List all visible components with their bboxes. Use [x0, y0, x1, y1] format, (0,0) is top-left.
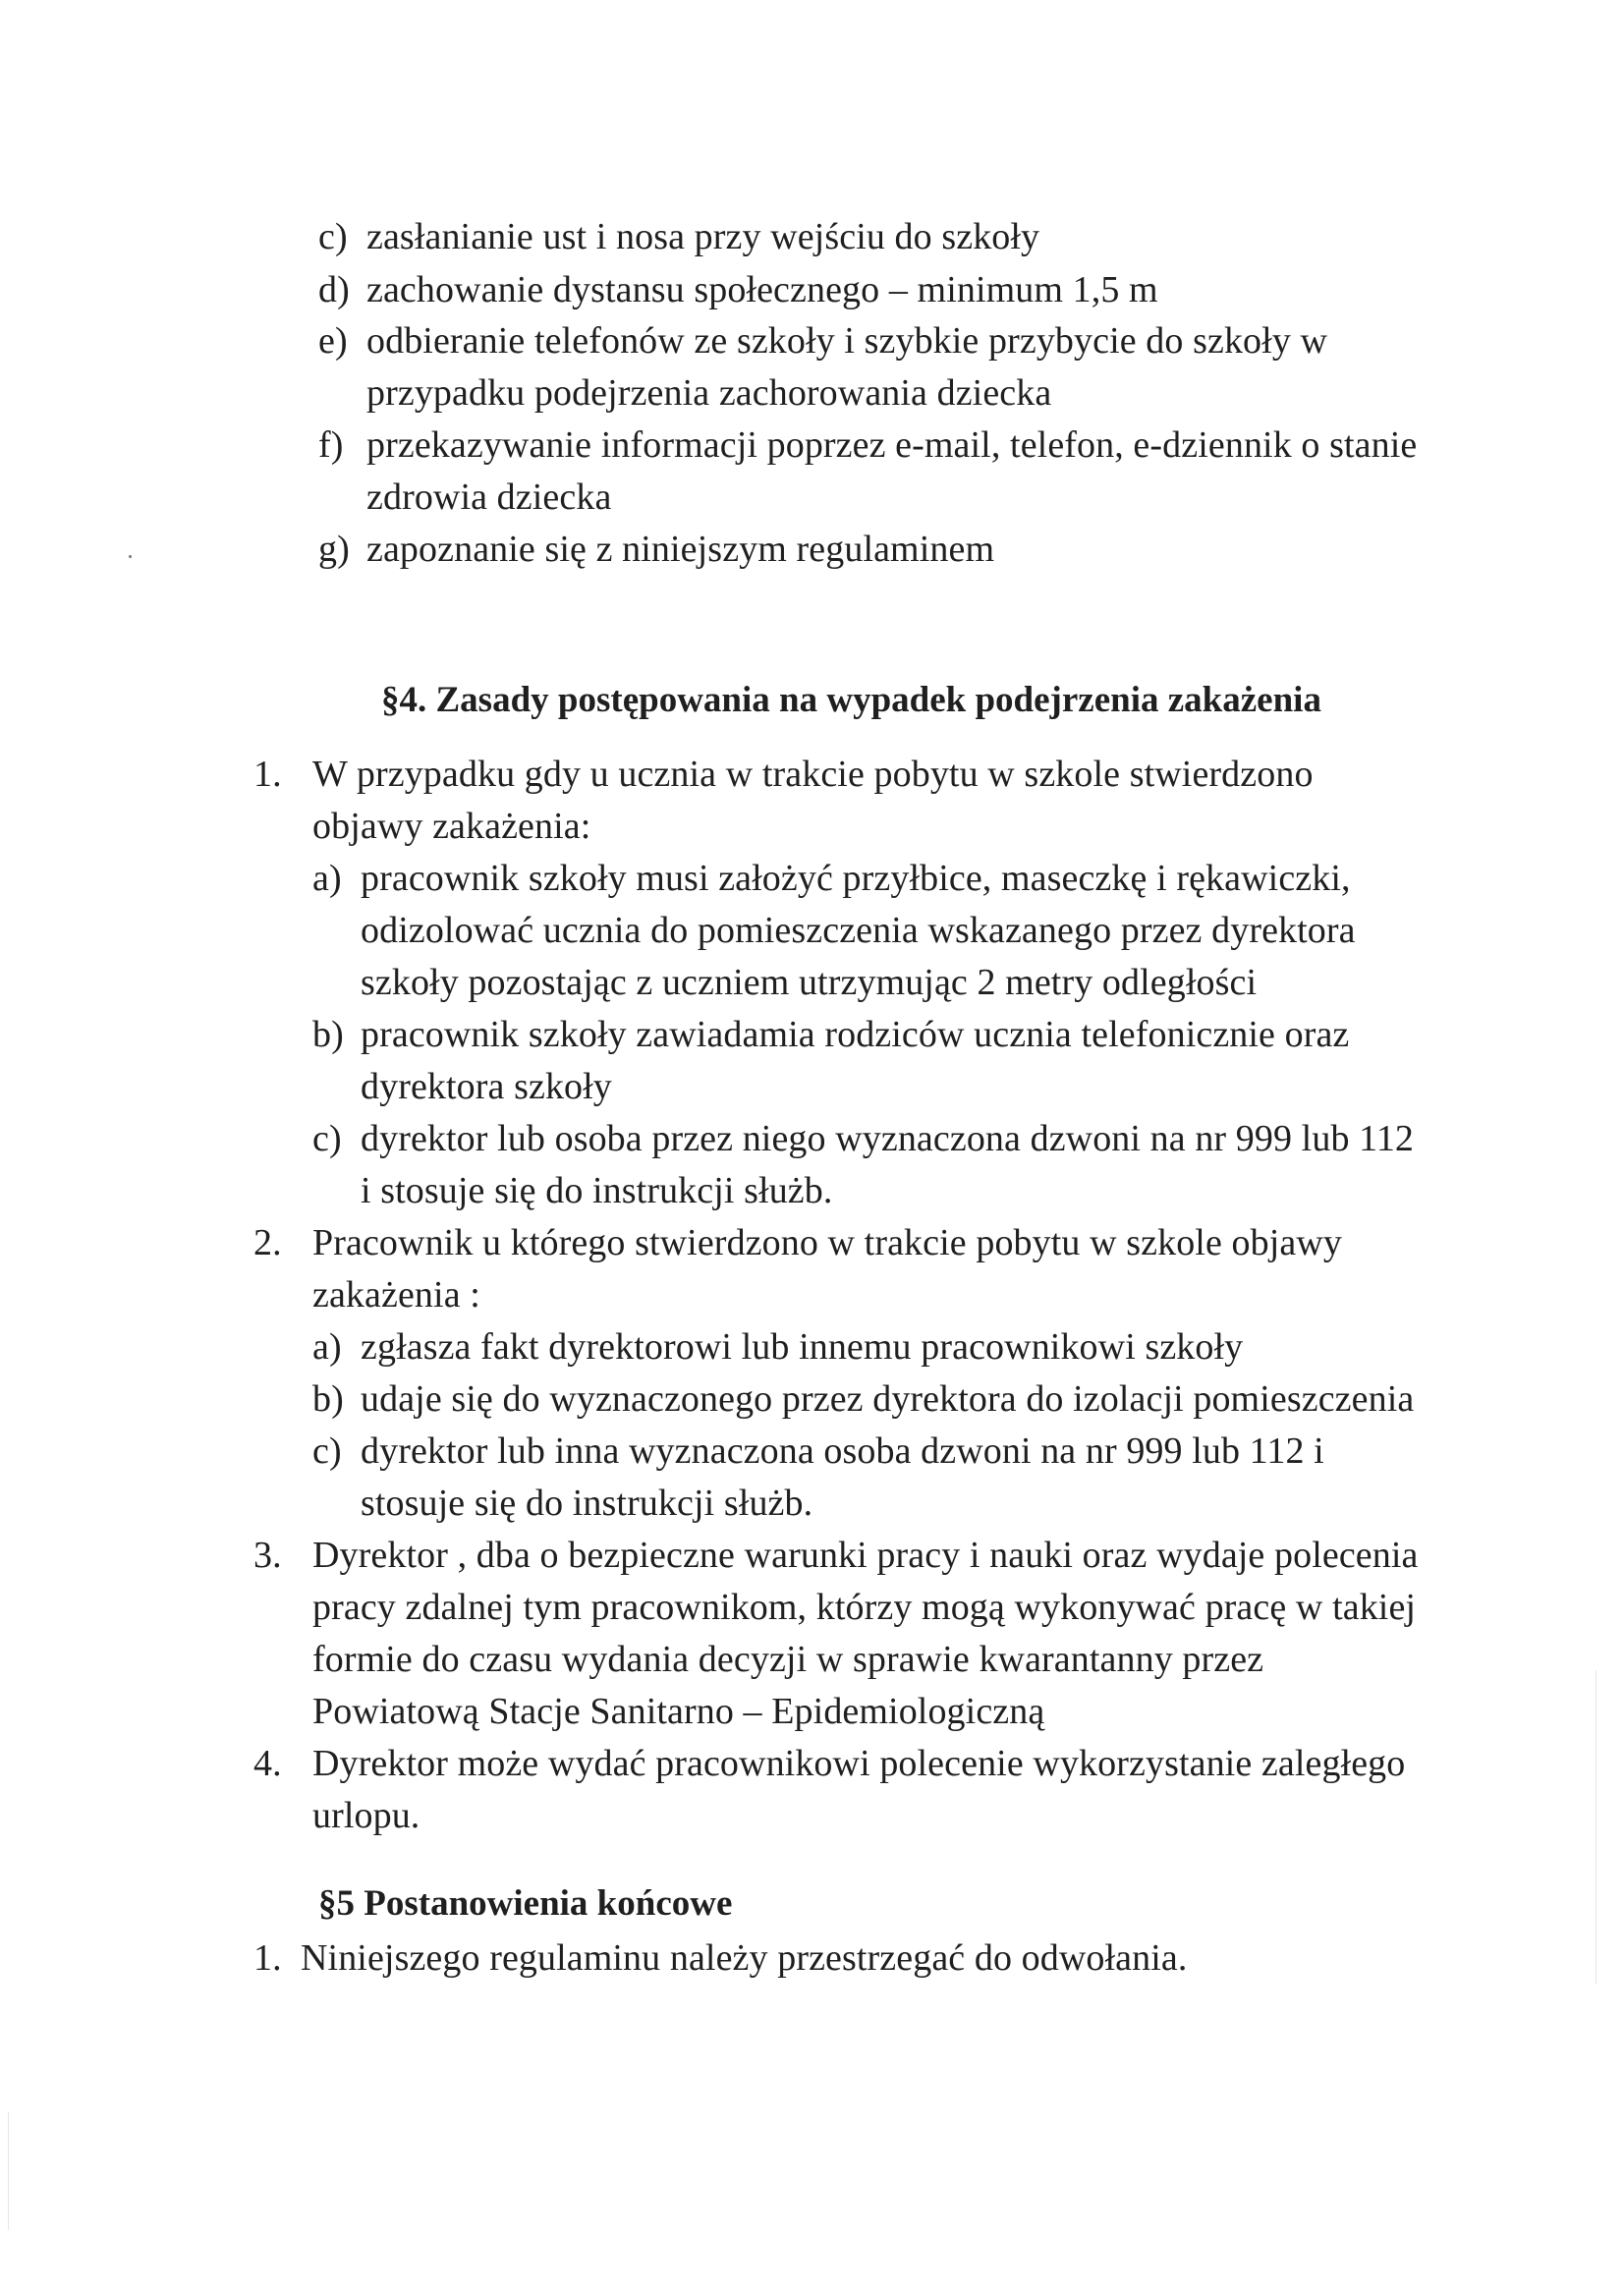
list-item-number: 1.: [253, 1937, 282, 1979]
scan-speck: [129, 555, 132, 558]
sub-item-text: szkoły pozostając z uczniem utrzymując 2 metry odległości: [361, 962, 1258, 1003]
sub-item-text: dyrektor lub inna wyznaczona osoba dzwoni na nr 999 lub 112 i: [361, 1430, 1324, 1472]
sub-item-text: stosuje się do instrukcji służb.: [361, 1483, 813, 1524]
list-item-text: formie do czasu wydania decyzji w sprawie kwarantanny przez: [312, 1639, 1264, 1680]
list-item-label: c): [318, 216, 348, 257]
list-item-text: zakażenia :: [312, 1274, 480, 1316]
list-item-number: 1.: [253, 754, 282, 795]
list-item-text: urlopu.: [312, 1795, 420, 1836]
sub-item-label: c): [312, 1430, 342, 1472]
list-item-label: g): [318, 529, 350, 570]
list-item-text: zachowanie dystansu społecznego – minimum 1,5 m: [366, 269, 1158, 310]
sub-item-text: odizolować ucznia do pomieszczenia wskazanego przez dyrektora: [361, 910, 1356, 951]
list-item-label: d): [318, 269, 350, 310]
section-heading: §4. Zasady postępowania na wypadek podejrzenia zakażenia: [381, 680, 1321, 720]
list-item-text: zdrowia dziecka: [366, 476, 612, 518]
list-item-text: Dyrektor , dba o bezpieczne warunki pracy i nauki oraz wydaje polecenia: [312, 1535, 1419, 1576]
scan-edge-line: [8, 2112, 9, 2230]
list-item-text: przypadku podejrzenia zachorowania dziecka: [366, 372, 1052, 414]
sub-item-text: i stosuje się do instrukcji służb.: [361, 1170, 833, 1211]
list-item-text: Dyrektor może wydać pracownikowi polecenie wykorzystanie zaległego: [312, 1743, 1406, 1784]
sub-item-label: c): [312, 1118, 342, 1159]
list-item-label: f): [318, 424, 344, 466]
list-item-label: e): [318, 320, 348, 362]
list-item-text: objawy zakażenia:: [312, 806, 591, 847]
sub-item-text: dyrektor lub osoba przez niego wyznaczona dzwoni na nr 999 lub 112: [361, 1118, 1415, 1159]
sub-item-text: dyrektora szkoły: [361, 1066, 612, 1107]
list-item-text: przekazywanie informacji poprzez e-mail, telefon, e-dziennik o stanie: [366, 424, 1418, 466]
list-item-text: zapoznanie się z niniejszym regulaminem: [366, 529, 995, 570]
sub-item-text: udaje się do wyznaczonego przez dyrektora do izolacji pomieszczenia: [361, 1378, 1415, 1420]
sub-item-label: a): [312, 1326, 342, 1368]
list-item-text: Niniejszego regulaminu należy przestrzegać do odwołania.: [301, 1937, 1188, 1979]
sub-item-text: pracownik szkoły zawiadamia rodziców ucznia telefonicznie oraz: [361, 1014, 1350, 1055]
section-heading: §5 Postanowienia końcowe: [318, 1883, 733, 1924]
list-item-text: pracy zdalnej tym pracownikom, którzy mogą wykonywać pracę w takiej: [312, 1587, 1417, 1628]
list-item-text: Powiatową Stacje Sanitarno – Epidemiologiczną: [312, 1691, 1045, 1732]
sub-item-text: zgłasza fakt dyrektorowi lub innemu pracownikowi szkoły: [361, 1326, 1244, 1368]
list-item-number: 4.: [253, 1743, 282, 1784]
list-item-number: 3.: [253, 1535, 282, 1576]
list-item-number: 2.: [253, 1222, 282, 1263]
list-item-text: Pracownik u którego stwierdzono w trakcie pobytu w szkole objawy: [312, 1222, 1342, 1263]
sub-item-text: pracownik szkoły musi założyć przyłbice, maseczkę i rękawiczki,: [361, 858, 1351, 899]
list-item-text: zasłanianie ust i nosa przy wejściu do szkoły: [366, 216, 1040, 257]
sub-item-label: b): [312, 1378, 344, 1420]
sub-item-label: a): [312, 858, 342, 899]
list-item-text: odbieranie telefonów ze szkoły i szybkie przybycie do szkoły w: [366, 320, 1328, 362]
sub-item-label: b): [312, 1014, 344, 1055]
list-item-text: W przypadku gdy u ucznia w trakcie pobytu w szkole stwierdzono: [312, 754, 1314, 795]
